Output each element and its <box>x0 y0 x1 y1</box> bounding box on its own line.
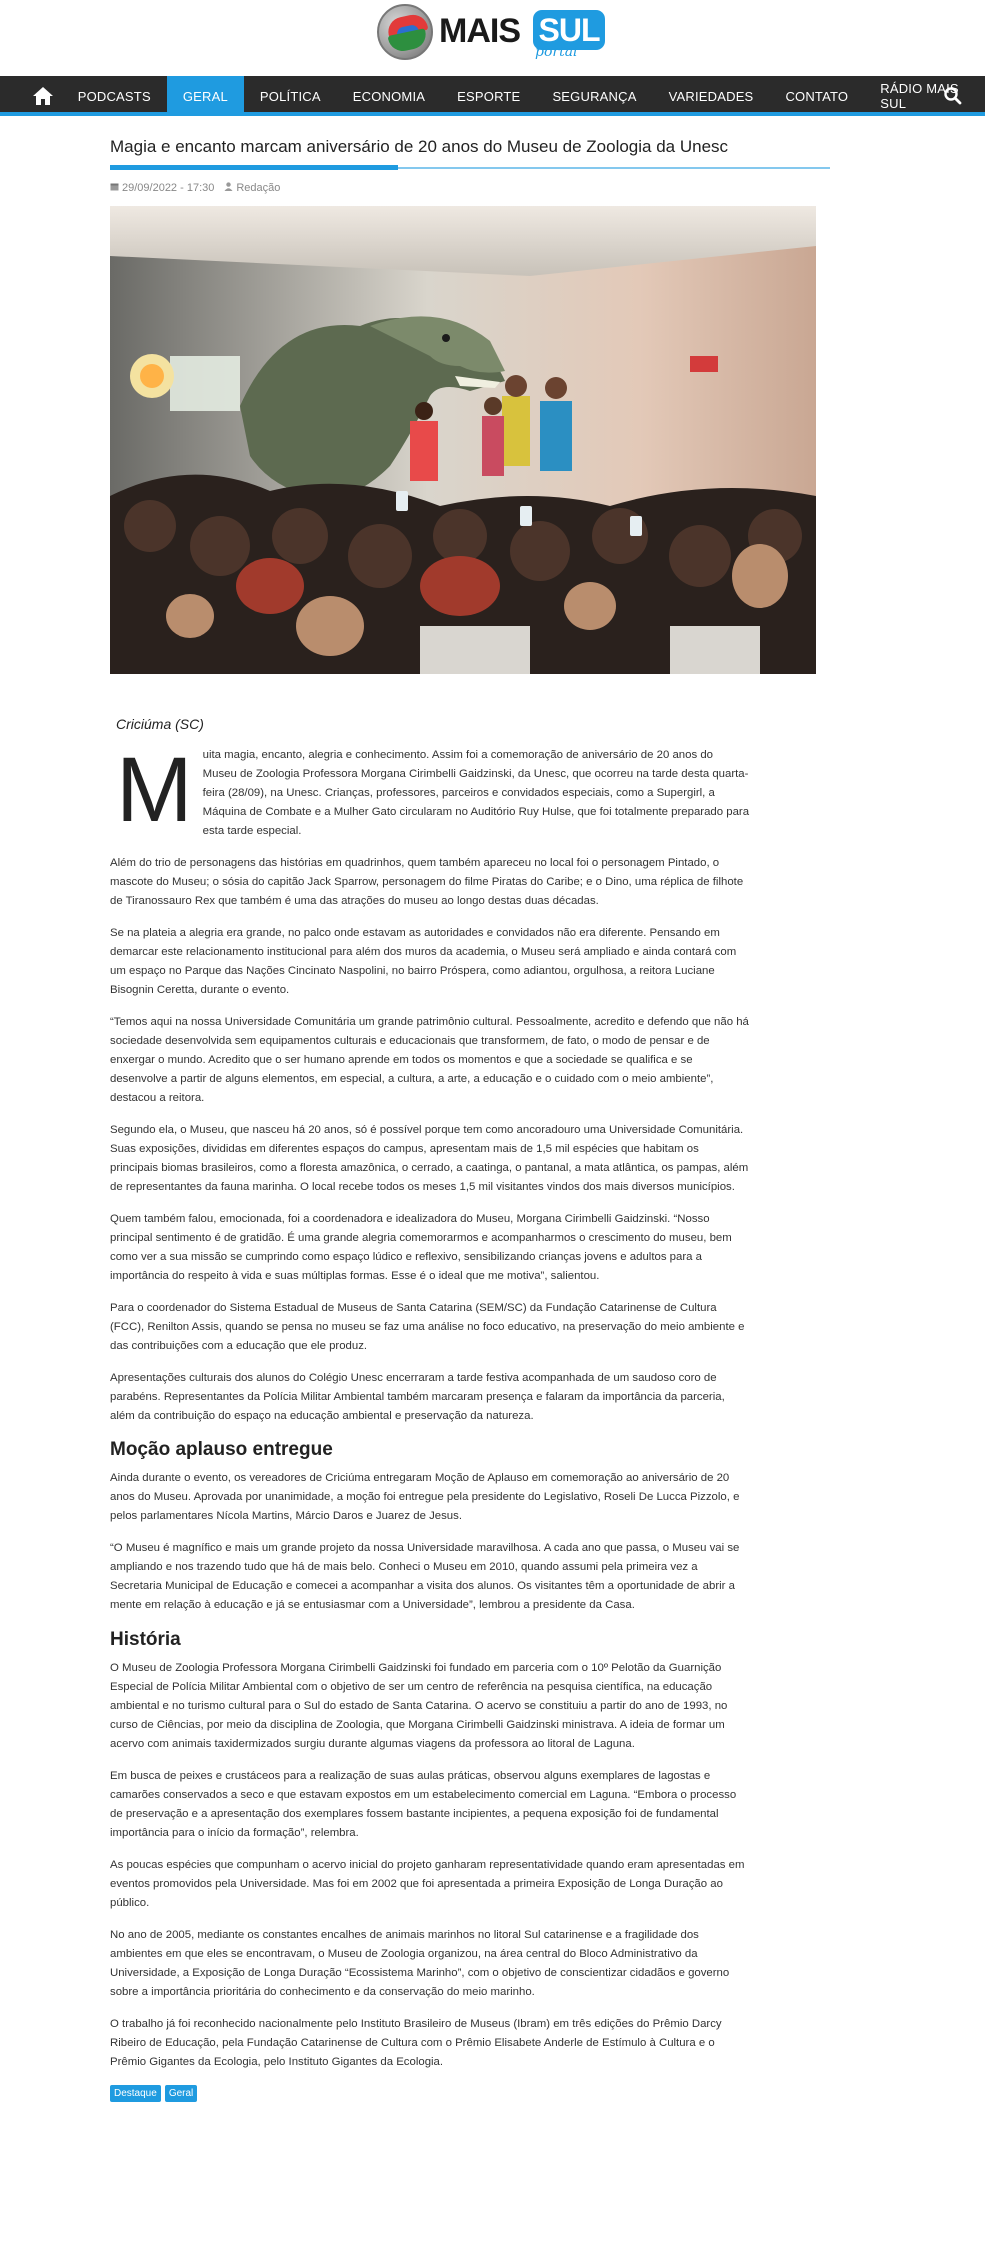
nav-item-geral[interactable]: GERAL <box>167 76 244 116</box>
article-paragraph: “O Museu é magnífico e mais um grande projeto da nossa Universidade maravilhosa. A cada ano que passa, o Museu vai se ampliando e nos trazendo tudo que há de mais belo. Conheci o Museu em 2010, quando assumi pela primeira vez a Secretaria Municipal de Educação e comecei a acompanhar a visita dos alunos. Os visitantes têm a oportunidade de abrir a mente em relação à educação e já se entusiasmar com a Universidade”, lembrou a presidente da Casa. <box>110 1542 740 1611</box>
article-meta <box>110 182 830 194</box>
article-paragraph: Se na plateia a alegria era grande, no palco onde estavam as autoridades e convidados não era diferente. Pensando em demarcar este relacionamento institucional para além dos muros da academia, o Museu será ampliado e ainda contará com um espaço no Parque das Nações Cincinato Naspolini, no bairro Próspera, como adiantou, orgulhosa, a reitora Luciane Bisognin Ceretta, durante o evento. <box>110 927 737 996</box>
article-paragraph: “Temos aqui na nossa Universidade Comunitária um grande patrimônio cultural. Pessoalmente, acredito e defendo que não há sociedade desenvolvida sem equipamentos culturais e educacionais que transformem, de fato, o modo de pensar e de enxergar o mundo. Acredito que o ser humano aprende em todos os momentos e que a sociedade se qualifica e se desenvolve a partir de alguns elementos, em especial, a cultura, a arte, a educação e o cuidado com o meio ambiente”, destacou a reitora. <box>110 1016 749 1104</box>
article-paragraph: Ainda durante o evento, os vereadores de Criciúma entregaram Moção de Aplauso em comemoração ao aniversário de 20 anos do Museu. Aprovada por unanimidade, a moção foi entregue pela presidente do Legislativo, Roseli De Lucca Pizzolo, e pelos parlamentares Nícola Martins, Márcio Daros e Juarez de Jesus. <box>110 1472 740 1522</box>
user-icon <box>224 182 233 194</box>
article-paragraph: Segundo ela, o Museu, que nasceu há 20 anos, só é possível porque tem como ancoradouro uma Universidade Comunitária. Suas exposições, divididas em diferentes espaços do campus, apresentam mais de 1,5 mil espécies que habitam os principais biomas brasileiros, como a floresta amazônica, o cerrado, a caatinga, o pantanal, a mata atlântica, os pampas, além de representantes da fauna marinha. O local recebe todos os meses 1,5 mil visitantes vindos dos mais diversos municípios. <box>110 1124 749 1193</box>
section-heading-mocao: Moção aplauso entregue <box>110 1439 333 1460</box>
article-paragraph: O Museu de Zoologia Professora Morgana Cirimbelli Gaidzinski foi fundado em parceria com o 10º Pelotão da Guarnição Especial de Polícia Militar Ambiental com o objetivo de ser um centro de referência na pesquisa científica, na educação ambiental e no turismo cultural para o Sul do estado de Santa Catarina. O acervo se constituiu a partir do ano de 1993, no curso de Ciências, por meio da disciplina de Zoologia, que Morgana Cirimbelli Gaidzinski ministrava. A ideia de formar um acervo com animais taxidermizados surgiu durante algumas viagens da professora ao litoral de Laguna. <box>110 1662 728 1750</box>
article-paragraph: Para o coordenador do Sistema Estadual de Museus de Santa Catarina (SEM/SC) da Fundação Catarinense de Cultura (FCC), Renilton Assis, quando se pensa no museu se faz uma análise no foco educativo, na preservação do meio ambiente e das contribuições com a educação que ele produz. <box>110 1302 745 1352</box>
nav-item-economia[interactable]: ECONOMIA <box>352 88 426 104</box>
tag-destaque[interactable]: Destaque <box>110 2085 161 2102</box>
search-icon[interactable] <box>943 86 963 106</box>
article-date: 29/09/2022 - 17:30 <box>122 182 215 194</box>
article-paragraph: O trabalho já foi reconhecido nacionalmente pelo Instituto Brasileiro de Museus (Ibram) em três edições do Prêmio Darcy Ribeiro de Educação, pela Fundação Catarinense de Cultura com o Prêmio Elisabete Anderle de Estímulo à Cultura e o Prêmio Gigantes da Ecologia, pelo Instituto Gigantes da Ecologia. <box>110 2018 722 2068</box>
article-paragraph <box>110 739 750 841</box>
drop-cap: M <box>116 739 193 841</box>
logo-sul-text: SUL <box>533 10 605 50</box>
article-paragraph: Quem também falou, emocionada, foi a coordenadora e idealizadora do Museu, Morgana Cirimbelli Gaidzinski. “Nosso principal sentimento é de gratidão. É uma grande alegria comemorarmos e acompanharmos o crescimento do museu, bem como ver a sua missão se cumprindo como espaço lúdico e reflexivo, sensibilizando crianças jovens e adultos para a importância do respeito à vida e suas múltiplas formas. Esse é o ideal que me motiva”, salientou. <box>110 1213 732 1282</box>
tag-geral[interactable]: Geral <box>165 2085 197 2102</box>
article-paragraph: Em busca de peixes e crustáceos para a realização de suas aulas práticas, observou alguns exemplares de lagostas e camarões conservados a seco e que estavam expostos em um estabelecimento comercial em Laguna. “Embora o processo de preservação e a apresentação dos exemplares fossem bastante incipientes, a pequena exposição foi de fundamental importância para o início da formação”, relembra. <box>110 1770 737 1839</box>
section-heading-historia: História <box>110 1629 181 1650</box>
nav-item-variedades[interactable]: VARIEDADES <box>668 88 754 104</box>
nav-item-contato[interactable]: CONTATO <box>785 88 849 104</box>
logo-portal-text: portal <box>535 44 578 60</box>
article-author: Redação <box>236 182 281 194</box>
article-paragraph: As poucas espécies que compunham o acervo inicial do projeto ganharam representatividade quando eram apresentadas em eventos promovidos pela Universidade. Mas foi em 2002 que foi apresentada a primeira Exposição de Longa Duração ao público. <box>110 1859 745 1909</box>
globe-logo-icon <box>377 4 433 60</box>
site-header <box>0 0 985 76</box>
paragraph-text: uita magia, encanto, alegria e conhecimento. Assim foi a comemoração de aniversário de 20 anos do Museu de Zoologia Professora Morgana Cirimbelli Gaidzinski, da Unesc, que ocorreu na tarde desta quarta-feira (28/09), na Unesc. Crianças, professores, parceiros e convidados especiais, como a Supergirl, a Máquina de Combate e a Mulher Gato circularam no Auditório Ruy Hulse, que foi totalmente preparado para esta tarde especial. <box>202 749 750 837</box>
article-paragraph: No ano de 2005, mediante os constantes encalhes de animais marinhos no litoral Sul catarinense e a fragilidade dos ambientes em que eles se encontravam, o Museu de Zoologia organizou, na área central do Bloco Administrativo da Universidade, a Exposição de Longa Duração “Ecossistema Marinho”, com o objetivo de conscientizar cidadãos e governo sobre a importância prioritária do conhecimento e da conservação do meio marinho. <box>110 1929 730 1998</box>
logo-mais-text: MAIS <box>439 12 520 50</box>
site-logo[interactable] <box>377 4 607 62</box>
article-paragraph: Apresentações culturais dos alunos do Colégio Unesc encerraram a tarde festiva acompanhada de um saudoso coro de parabéns. Representantes da Polícia Militar Ambiental também marcaram presença e falaram da importância da parceria, além da contribuição do espaço na educação ambiental e preservação da natureza. <box>110 1372 725 1422</box>
home-icon[interactable] <box>24 76 62 116</box>
article <box>110 126 830 674</box>
nav-item-radio-mais-sul[interactable]: RÁDIO MAIS SUL <box>880 81 959 111</box>
article-paragraph: Além do trio de personagens das histórias em quadrinhos, quem também apareceu no local foi o personagem Pintado, o mascote do Museu; o sósia do capitão Jack Sparrow, personagem do filme Piratas do Caribe; e o Dino, uma réplica de filhote de Tiranossauro Rex que também é uma das atrações do museu ao longo destas duas décadas. <box>110 857 744 907</box>
tag-list <box>110 2085 750 2102</box>
title-divider <box>110 164 830 170</box>
article-author-wrap <box>224 182 280 194</box>
nav-item-podcasts[interactable]: PODCASTS <box>77 88 151 104</box>
article-location: Criciúma (SC) <box>116 716 204 732</box>
nav-item-esporte[interactable]: ESPORTE <box>457 88 521 104</box>
article-date-wrap <box>110 182 214 194</box>
nav-item-politica[interactable]: POLÍTICA <box>259 88 321 104</box>
article-photo <box>110 206 816 674</box>
article-body <box>110 716 750 2102</box>
article-title: Magia e encanto marcam aniversário de 20 anos do Museu de Zoologia da Unesc <box>110 137 729 156</box>
nav-item-seguranca[interactable]: SEGURANÇA <box>552 88 637 104</box>
calendar-icon <box>110 182 119 194</box>
main-navigation <box>0 76 985 116</box>
